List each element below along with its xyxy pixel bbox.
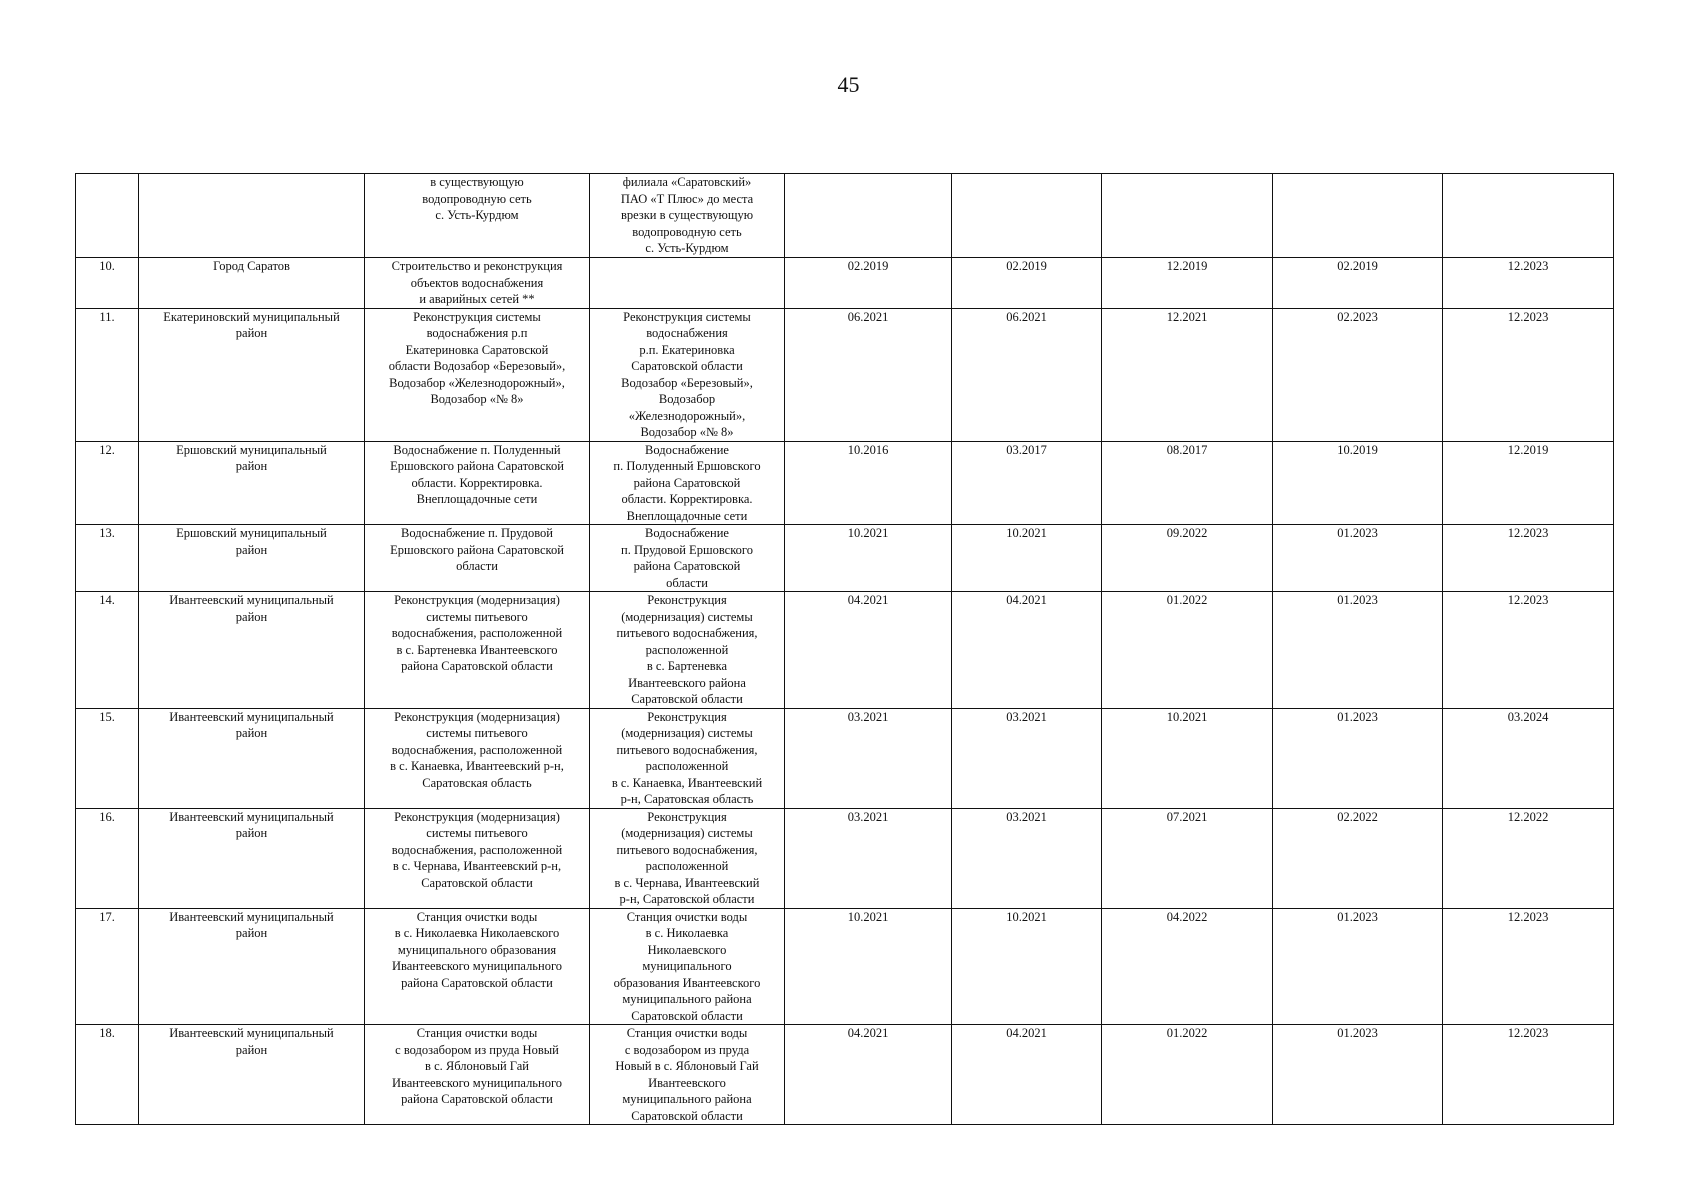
date-1-cell: 04.2021 (785, 592, 952, 709)
date-5-cell: 12.2023 (1443, 908, 1614, 1025)
table-row (76, 1025, 1614, 1125)
region-cell: Екатериновский муниципальный район (139, 308, 365, 441)
row-number-cell: 14. (76, 592, 139, 709)
table-row (76, 592, 1614, 709)
table-row (76, 525, 1614, 592)
date-5-cell: 12.2019 (1443, 441, 1614, 525)
region-cell: Ивантеевский муниципальный район (139, 708, 365, 808)
project-name-cell: Строительство и реконструкция объектов водоснабжения и аварийных сетей ** (365, 258, 590, 309)
object-name-cell: Реконструкция системы водоснабжения р.п. Екатериновка Саратовской области Водозабор «Березовый», Водозабор «Железнодорожный», Водозабор «№ 8» (590, 308, 785, 441)
region-cell: Ивантеевский муниципальный район (139, 908, 365, 1025)
date-2-cell: 03.2021 (952, 808, 1102, 908)
date-4-cell: 02.2019 (1273, 258, 1443, 309)
row-number-cell: 12. (76, 441, 139, 525)
object-name-cell: Реконструкция (модернизация) системы питьевого водоснабжения, расположенной в с. Бартеневка Ивантеевского района Саратовской области (590, 592, 785, 709)
date-4-cell: 01.2023 (1273, 908, 1443, 1025)
table-body (76, 174, 1614, 1125)
projects-table (75, 173, 1614, 1125)
project-name-cell: Водоснабжение п. Прудовой Ершовского района Саратовской области (365, 525, 590, 592)
region-cell: Ивантеевский муниципальный район (139, 592, 365, 709)
date-2-cell: 10.2021 (952, 908, 1102, 1025)
table-row (76, 808, 1614, 908)
date-5-cell (1443, 174, 1614, 258)
date-2-cell: 04.2021 (952, 1025, 1102, 1125)
object-name-cell: Станция очистки воды в с. Николаевка Николаевского муниципального образования Ивантеевского муниципального района Саратовской области (590, 908, 785, 1025)
region-cell (139, 174, 365, 258)
date-1-cell: 04.2021 (785, 1025, 952, 1125)
date-4-cell: 02.2023 (1273, 308, 1443, 441)
object-name-cell: Реконструкция (модернизация) системы питьевого водоснабжения, расположенной в с. Канаевка, Ивантеевский р-н, Саратовская область (590, 708, 785, 808)
project-name-cell: Станция очистки воды в с. Николаевка Николаевского муниципального образования Ивантеевского муниципального района Саратовской области (365, 908, 590, 1025)
date-3-cell (1102, 174, 1273, 258)
region-cell: Ивантеевский муниципальный район (139, 1025, 365, 1125)
date-5-cell: 12.2023 (1443, 308, 1614, 441)
date-2-cell: 04.2021 (952, 592, 1102, 709)
date-4-cell: 01.2023 (1273, 708, 1443, 808)
date-5-cell: 03.2024 (1443, 708, 1614, 808)
date-3-cell: 12.2019 (1102, 258, 1273, 309)
row-number-cell (76, 174, 139, 258)
date-3-cell: 10.2021 (1102, 708, 1273, 808)
page-number: 45 (837, 72, 860, 97)
date-5-cell: 12.2023 (1443, 525, 1614, 592)
row-number-cell: 16. (76, 808, 139, 908)
date-3-cell: 09.2022 (1102, 525, 1273, 592)
date-3-cell: 01.2022 (1102, 592, 1273, 709)
table-row (76, 258, 1614, 309)
project-name-cell: Реконструкция (модернизация) системы питьевого водоснабжения, расположенной в с. Канаевка, Ивантеевский р-н, Саратовская область (365, 708, 590, 808)
table-row (76, 708, 1614, 808)
object-name-cell: Станция очистки воды с водозабором из пруда Новый в с. Яблоновый Гай Ивантеевского муниципального района Саратовской области (590, 1025, 785, 1125)
row-number-cell: 17. (76, 908, 139, 1025)
project-name-cell: Реконструкция (модернизация) системы питьевого водоснабжения, расположенной в с. Бартеневка Ивантеевского района Саратовской области (365, 592, 590, 709)
date-4-cell: 01.2023 (1273, 525, 1443, 592)
row-number-cell: 10. (76, 258, 139, 309)
region-cell: Город Саратов (139, 258, 365, 309)
date-2-cell: 03.2021 (952, 708, 1102, 808)
project-name-cell: Станция очистки воды с водозабором из пруда Новый в с. Яблоновый Гай Ивантеевского муниципального района Саратовской области (365, 1025, 590, 1125)
date-1-cell (785, 174, 952, 258)
date-2-cell (952, 174, 1102, 258)
date-1-cell: 06.2021 (785, 308, 952, 441)
date-1-cell: 03.2021 (785, 708, 952, 808)
date-2-cell: 02.2019 (952, 258, 1102, 309)
object-name-cell: Реконструкция (модернизация) системы питьевого водоснабжения, расположенной в с. Чернава, Ивантеевский р-н, Саратовской области (590, 808, 785, 908)
region-cell: Ершовский муниципальный район (139, 441, 365, 525)
date-1-cell: 10.2016 (785, 441, 952, 525)
date-4-cell: 10.2019 (1273, 441, 1443, 525)
row-number-cell: 18. (76, 1025, 139, 1125)
date-1-cell: 10.2021 (785, 525, 952, 592)
row-number-cell: 15. (76, 708, 139, 808)
date-3-cell: 07.2021 (1102, 808, 1273, 908)
date-2-cell: 03.2017 (952, 441, 1102, 525)
table-row (76, 908, 1614, 1025)
project-name-cell: Реконструкция (модернизация) системы питьевого водоснабжения, расположенной в с. Чернава, Ивантеевский р-н, Саратовской области (365, 808, 590, 908)
date-3-cell: 01.2022 (1102, 1025, 1273, 1125)
table-row (76, 441, 1614, 525)
object-name-cell: Водоснабжение п. Полуденный Ершовского района Саратовской области. Корректировка. Внеплощадочные сети (590, 441, 785, 525)
date-5-cell: 12.2022 (1443, 808, 1614, 908)
date-1-cell: 03.2021 (785, 808, 952, 908)
project-name-cell: Реконструкция системы водоснабжения р.п Екатериновка Саратовской области Водозабор «Березовый», Водозабор «Железнодорожный», Водозабор «№ 8» (365, 308, 590, 441)
row-number-cell: 13. (76, 525, 139, 592)
date-4-cell: 01.2023 (1273, 1025, 1443, 1125)
date-4-cell (1273, 174, 1443, 258)
date-5-cell: 12.2023 (1443, 1025, 1614, 1125)
date-1-cell: 10.2021 (785, 908, 952, 1025)
date-5-cell: 12.2023 (1443, 258, 1614, 309)
row-number-cell: 11. (76, 308, 139, 441)
project-name-cell: в существующую водопроводную сеть с. Усть-Курдюм (365, 174, 590, 258)
object-name-cell (590, 258, 785, 309)
date-3-cell: 04.2022 (1102, 908, 1273, 1025)
table-row (76, 308, 1614, 441)
date-3-cell: 08.2017 (1102, 441, 1273, 525)
date-5-cell: 12.2023 (1443, 592, 1614, 709)
date-4-cell: 01.2023 (1273, 592, 1443, 709)
date-3-cell: 12.2021 (1102, 308, 1273, 441)
object-name-cell: филиала «Саратовский» ПАО «Т Плюс» до места врезки в существующую водопроводную сеть с. Усть-Курдюм (590, 174, 785, 258)
region-cell: Ивантеевский муниципальный район (139, 808, 365, 908)
date-4-cell: 02.2022 (1273, 808, 1443, 908)
date-2-cell: 06.2021 (952, 308, 1102, 441)
object-name-cell: Водоснабжение п. Прудовой Ершовского района Саратовской области (590, 525, 785, 592)
region-cell: Ершовский муниципальный район (139, 525, 365, 592)
table-row (76, 174, 1614, 258)
date-1-cell: 02.2019 (785, 258, 952, 309)
project-name-cell: Водоснабжение п. Полуденный Ершовского района Саратовской области. Корректировка. Внеплощадочные сети (365, 441, 590, 525)
date-2-cell: 10.2021 (952, 525, 1102, 592)
